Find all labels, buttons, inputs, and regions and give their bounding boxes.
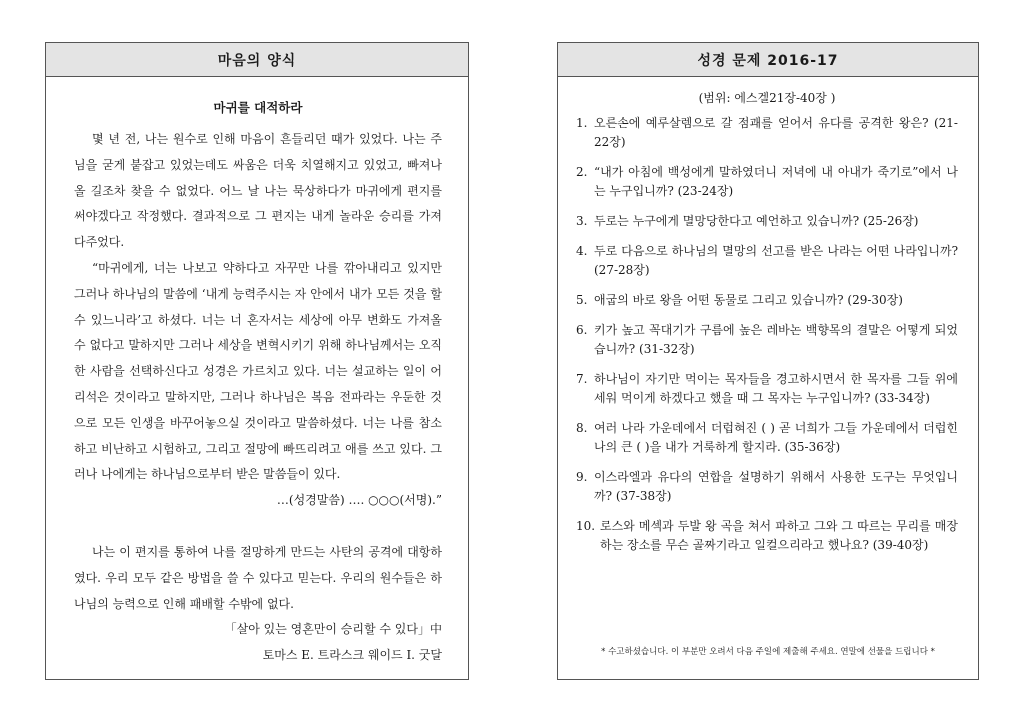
source-authors: 토마스 E. 트라스크 웨이드 I. 굿달 — [262, 648, 442, 663]
essay-title: 마귀를 대적하라 — [213, 100, 303, 115]
question-item — [576, 517, 958, 555]
question-text: “내가 아침에 백성에게 말하였더니 저녁에 내 아내가 죽기로”에서 나는 누구입니까? (23-24장) — [594, 165, 958, 198]
question-item — [576, 419, 958, 457]
question-number: 6. — [576, 323, 588, 337]
question-number: 2. — [576, 165, 588, 179]
quiz-panel — [557, 42, 979, 680]
essay-paragraph-2: “마귀에게, 너는 나보고 약하다고 자꾸만 나를 깎아내리고 있지만 그러나 하나님의 말씀에 ‘내게 능력주시는 자 안에서 내가 모든 것을 할 수 있느니라’고 하셨다. 너는 너 혼자서는 세상에 아무 변화도 가져올 수 없다고 말하지만 그러나 세상을 변혁시키기 위해 하나님께서는 오직 한 사람을 선택하신다고 성경은 가르치고 있다. 너는 설교하는 일이 어리석은 것이라고 말하지만, 그러나 하나님은 복음 전파라는 우둔한 것으로 모든 인생을 바꾸어놓으실 것이라고 말씀하셨다. 너는 나를 참소하고 비난하고 시험하고, 그리고 절망에 빠뜨리려고 애를 쓰고 있다. 그러나 나에게는 하나님으로부터 받은 말씀들이 있다. — [74, 260, 442, 482]
quiz-footnote: * 수고하셨습니다. 이 부분만 오려서 다음 주일에 제출해 주세요. 연말에 선물을 드립니다 * — [601, 647, 935, 657]
question-number: 3. — [576, 214, 588, 228]
question-text: 여러 나라 가운데에서 더럽혀진 ( ) 곧 너희가 그들 가운데에서 더럽힌 나의 큰 ( )을 내가 거룩하게 할지라. (35-36장) — [594, 421, 958, 454]
question-number: 7. — [576, 372, 588, 386]
question-number: 10. — [576, 519, 596, 533]
question-list — [576, 114, 958, 555]
question-item — [576, 114, 958, 152]
essay-paragraph-1: 몇 년 전, 나는 원수로 인해 마음이 흔들리던 때가 있었다. 나는 주님을 굳게 붙잡고 있었는데도 싸움은 더욱 치열해지고 있었고, 빠져나올 길조차 찾을 수 없었다. 어느 날 나는 묵상하다가 마귀에게 편지를 써야겠다고 작정했다. 결과적으로 그 편지는 내게 놀라운 승리를 가져다주었다. — [74, 132, 442, 250]
question-text: 이스라엘과 유다의 연합을 설명하기 위해서 사용한 도구는 무엇입니까? (37-38장) — [594, 470, 958, 503]
question-number: 9. — [576, 470, 588, 484]
question-text: 하나님이 자기만 먹이는 목자들을 경고하시면서 한 목자를 그들 위에 세워 먹이게 하겠다고 했을 때 그 목자는 누구입니까? (33-34장) — [594, 372, 958, 405]
letter-signature: …(성경말씀) …. ○○○(서명).” — [276, 493, 442, 508]
question-text: 두로는 누구에게 멸망당한다고 예언하고 있습니까? (25-26장) — [594, 214, 919, 228]
question-item — [576, 291, 958, 310]
quiz-header: 성경 문제 2016-17 — [558, 43, 978, 77]
devotional-panel — [45, 42, 469, 680]
question-item — [576, 321, 958, 359]
quiz-range: (범위: 에스겔21장-40장 ) — [698, 91, 836, 105]
source-book: 「살아 있는 영혼만이 승리할 수 있다」中 — [224, 622, 442, 637]
question-item — [576, 370, 958, 408]
question-text: 애굽의 바로 왕을 어떤 동물로 그리고 있습니까? (29-30장) — [594, 293, 903, 307]
devotional-body — [46, 77, 468, 669]
question-item — [576, 242, 958, 280]
question-text: 오른손에 예루살렘으로 갈 점괘를 얻어서 유다를 공격한 왕은? (21-22장) — [594, 116, 958, 149]
essay-closing: 나는 이 편지를 통하여 나를 절망하게 만드는 사탄의 공격에 대항하였다. 우리 모두 같은 방법을 쓸 수 있다고 믿는다. 우리의 원수들은 하나님의 능력으로 인해 패배할 수밖에 없다. — [74, 544, 442, 611]
quiz-body — [558, 77, 978, 555]
question-item — [576, 468, 958, 506]
devotional-header: 마음의 양식 — [46, 43, 468, 77]
question-number: 5. — [576, 293, 588, 307]
question-text: 로스와 메섹과 두발 왕 곡을 쳐서 파하고 그와 그 따르는 무리를 매장하는 장소를 무슨 골짜기라고 일컬으리라고 했나요? (39-40장) — [600, 519, 958, 552]
question-number: 4. — [576, 244, 588, 258]
question-item — [576, 163, 958, 201]
question-text: 키가 높고 꼭대기가 구름에 높은 레바논 백향목의 결말은 어떻게 되었습니까? (31-32장) — [594, 323, 958, 356]
question-text: 두로 다음으로 하나님의 멸망의 선고를 받은 나라는 어떤 나라입니까? (27-28장) — [594, 244, 958, 277]
question-number: 1. — [576, 116, 588, 130]
question-number: 8. — [576, 421, 588, 435]
question-item — [576, 212, 958, 231]
